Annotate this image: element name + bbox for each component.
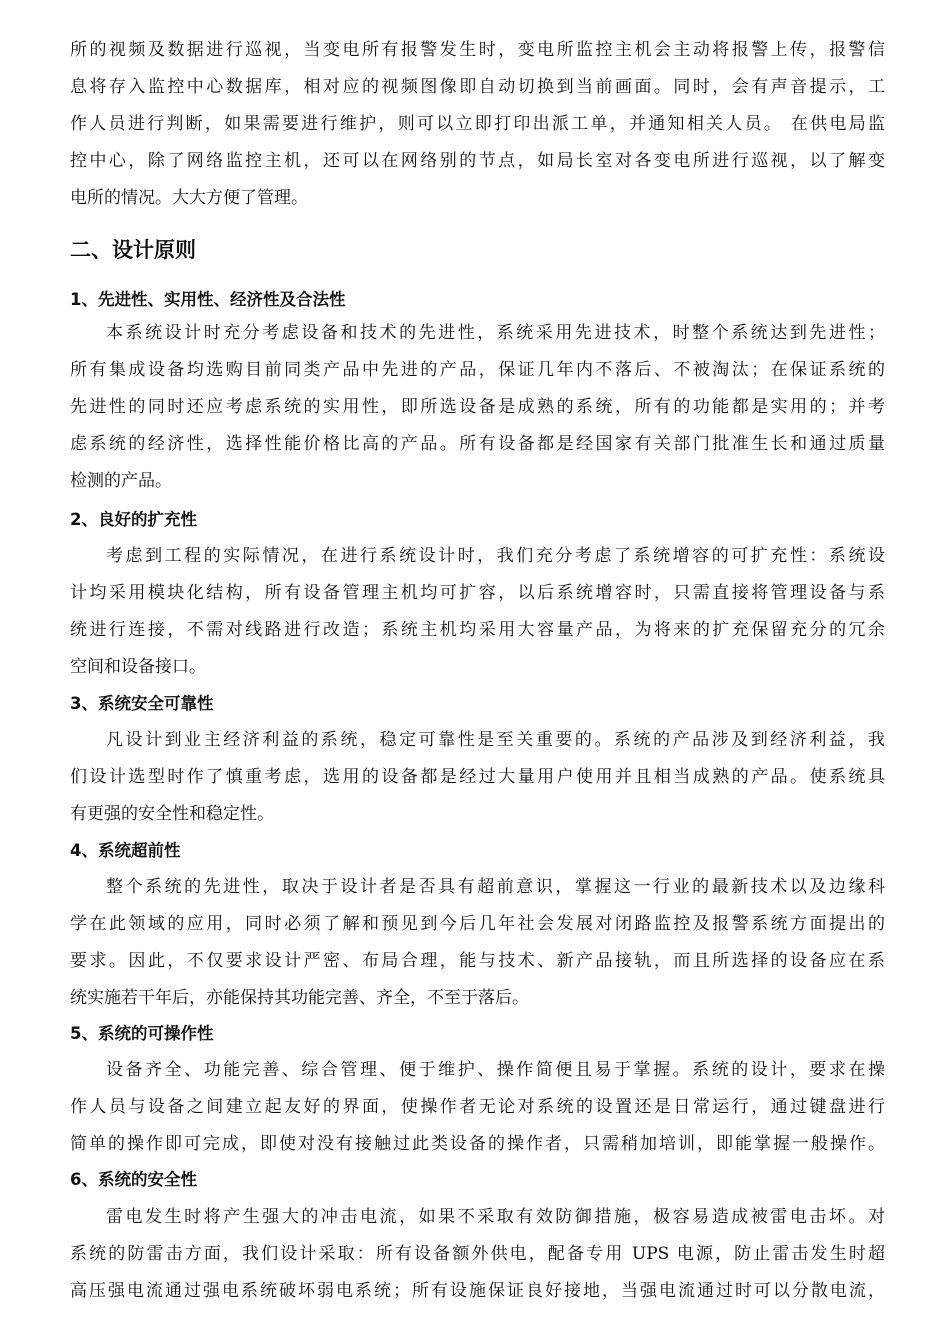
item-line: 所有集成设备均选购目前同类产品中先进的产品，保证几年内不落后、不被淘汰；在保证系统的 bbox=[70, 360, 885, 380]
item-line: 有更强的安全性和稳定性。 bbox=[70, 804, 274, 824]
item-line: 统实施若干年后，亦能保持其功能完善、齐全，不至于落后。 bbox=[70, 988, 529, 1008]
item-heading: 1、先进性、实用性、经济性及合法性 bbox=[70, 290, 346, 309]
item-line: 空间和设备接口。 bbox=[70, 657, 206, 677]
item-heading: 2、良好的扩充性 bbox=[70, 510, 197, 529]
item-line: 虑系统的经济性，选择性能价格比高的产品。所有设备都是经国家有关部门批准生长和通过质量 bbox=[70, 434, 885, 454]
item-line: 雷电发生时将产生强大的冲击电流，如果不采取有效防御措施，极容易造成被雷电击坏。对 bbox=[106, 1207, 885, 1227]
item-heading: 4、系统超前性 bbox=[70, 841, 181, 860]
item-line: 凡设计到业主经济利益的系统，稳定可靠性是至关重要的。系统的产品涉及到经济利益，我 bbox=[106, 730, 885, 750]
item-line: 系统的防雷击方面，我们设计采取：所有设备额外供电，配备专用 UPS 电源，防止雷击发生时超 bbox=[70, 1244, 885, 1264]
item-line: 计均采用模块化结构，所有设备管理主机均可扩容，以后系统增容时，只需直接将管理设备与系 bbox=[70, 583, 885, 603]
item-heading: 5、系统的可操作性 bbox=[70, 1024, 214, 1043]
item-line: 考虑到工程的实际情况，在进行系统设计时，我们充分考虑了系统增容的可扩充性：系统设 bbox=[106, 546, 885, 566]
item-line: 要求。因此，不仅要求设计严密、布局合理，能与技术、新产品接轨，而且所选择的设备应在系 bbox=[70, 951, 885, 971]
item-line: 本系统设计时充分考虑设备和技术的先进性，系统采用先进技术，时整个系统达到先进性； bbox=[106, 323, 885, 343]
item-line: 高压强电流通过强电系统破坏弱电系统；所有设施保证良好接地，当强电流通过时可以分散电流， bbox=[70, 1281, 885, 1301]
item-line: 设备齐全、功能完善、综合管理、便于维护、操作简便且易于掌握。系统的设计，要求在操 bbox=[106, 1060, 885, 1080]
item-line: 们设计选型时作了慎重考虑，选用的设备都是经过大量用户使用并且相当成熟的产品。使系统具 bbox=[70, 767, 885, 787]
item-line: 统进行连接，不需对线路进行改造；系统主机均采用大容量产品，为将来的扩充保留充分的冗余 bbox=[70, 620, 885, 640]
section-title: 二、设计原则 bbox=[70, 238, 196, 262]
item-line: 先进性的同时还应考虑系统的实用性，即所选设备是成熟的系统，所有的功能都是实用的；并考 bbox=[70, 397, 885, 417]
item-heading: 6、系统的安全性 bbox=[70, 1170, 197, 1189]
intro-line: 所的视频及数据进行巡视，当变电所有报警发生时，变电所监控主机会主动将报警上传，报警信 bbox=[70, 40, 885, 60]
intro-line: 电所的情况。大大方便了管理。 bbox=[70, 188, 308, 208]
item-line: 检测的产品。 bbox=[70, 471, 172, 491]
intro-line: 息将存入监控中心数据库，相对应的视频图像即自动切换到当前画面。同时，会有声音提示，工 bbox=[70, 77, 885, 97]
item-line: 学在此领域的应用，同时必须了解和预见到今后几年社会发展对闭路监控及报警系统方面提出的 bbox=[70, 914, 885, 934]
intro-line: 作人员进行判断，如果需要进行维护，则可以立即打印出派工单，并通知相关人员。 在供电局监 bbox=[70, 114, 885, 134]
item-line: 整个系统的先进性，取决于设计者是否具有超前意识，掌握这一行业的最新技术以及边缘科 bbox=[106, 877, 885, 897]
intro-line: 控中心，除了网络监控主机，还可以在网络别的节点，如局长室对各变电所进行巡视，以了解变 bbox=[70, 151, 885, 171]
item-line: 作人员与设备之间建立起友好的界面，使操作者无论对系统的设置还是日常运行，通过键盘进行 bbox=[70, 1097, 885, 1117]
item-line: 简单的操作即可完成，即使对没有接触过此类设备的操作者，只需稍加培训，即能掌握一般操作。 bbox=[70, 1134, 885, 1154]
item-heading: 3、系统安全可靠性 bbox=[70, 694, 214, 713]
